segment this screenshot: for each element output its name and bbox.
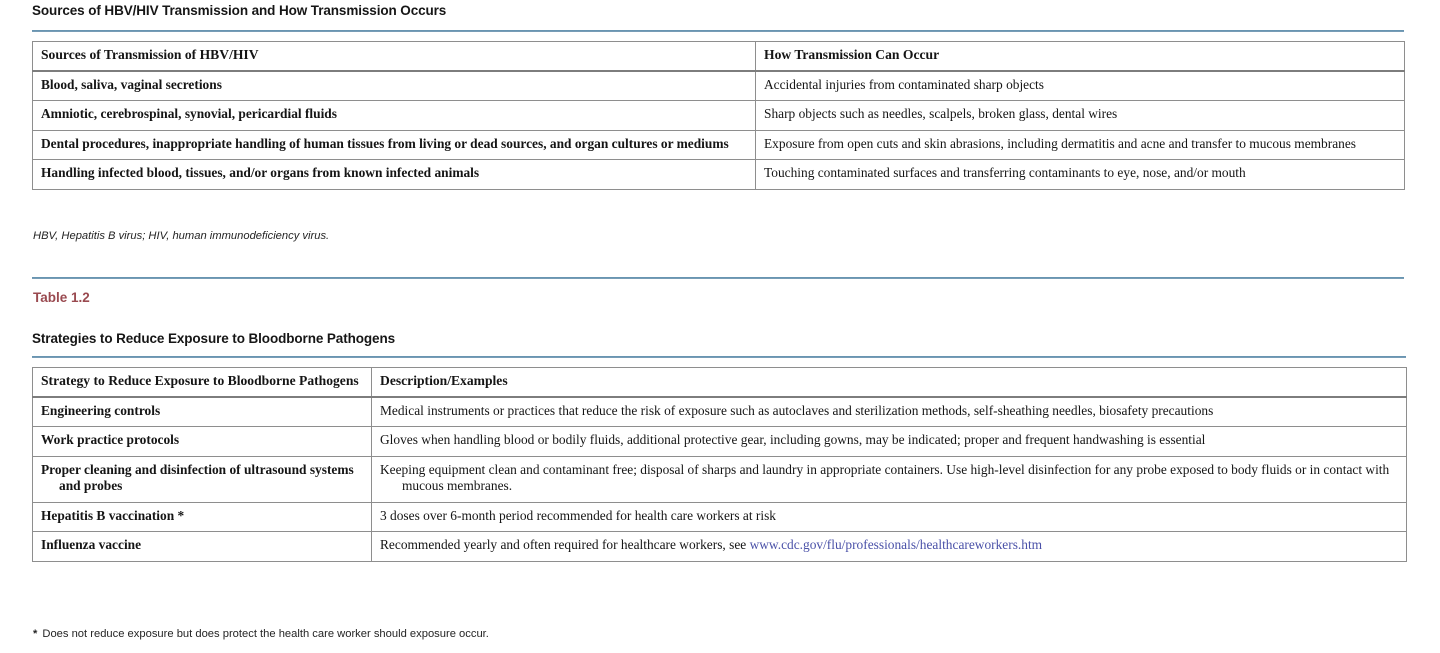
cell-strategy-text: Work practice protocols: [41, 432, 180, 448]
cdc-url-link[interactable]: www.cdc.gov/flu/professionals/healthcareworkers.htm: [749, 537, 1043, 553]
table-header-row: [33, 42, 1405, 71]
cell-source: [33, 101, 756, 130]
cell-strategy: [33, 397, 372, 427]
column-header-strategy: Strategy to Reduce Exposure to Bloodborne Pathogens: [33, 368, 372, 397]
cell-occurrence-text: Accidental injuries from contaminated sharp objects: [764, 76, 1044, 92]
table-number-label: Table 1.2: [33, 290, 90, 305]
table-row: [33, 71, 1405, 101]
cell-source: [33, 160, 756, 189]
cell-source-text: Blood, saliva, vaginal secretions: [41, 76, 222, 92]
cell-description: [372, 427, 1407, 456]
cell-description: [372, 532, 1407, 561]
cell-occurrence-text: Sharp objects such as needles, scalpels, broken glass, dental wires: [764, 106, 1118, 122]
cell-occurrence-text: Exposure from open cuts and skin abrasions, including dermatitis and acne and transfer to mucous membranes: [764, 135, 1357, 151]
table-header-row: [33, 368, 1407, 397]
cell-strategy-text: Engineering controls: [41, 402, 161, 418]
table-row: [33, 427, 1407, 456]
section-2-footnote: [33, 628, 489, 640]
footnote-text: Does not reduce exposure but does protect the health care worker should exposure occur.: [42, 628, 489, 640]
cell-source-text: Amniotic, cerebrospinal, synovial, pericardial fluids: [41, 106, 337, 122]
cell-strategy-text: Influenza vaccine: [41, 537, 142, 553]
cell-occurrence: [756, 71, 1405, 101]
cell-source-text: Handling infected blood, tissues, and/or organs from known infected animals: [41, 165, 480, 181]
table-row: [33, 101, 1405, 130]
section-1-heading: Sources of HBV/HIV Transmission and How Transmission Occurs: [32, 3, 447, 18]
cell-strategy: [33, 456, 372, 502]
footnote-marker: *: [33, 628, 38, 640]
cell-description: [372, 456, 1407, 502]
cell-description-text: 3 doses over 6-month period recommended for health care workers at risk: [380, 507, 777, 523]
cell-source-text: Dental procedures, inappropriate handling of human tissues from living or dead sources, and organ cultures or mediums: [41, 135, 729, 151]
cell-description-text: Medical instruments or practices that reduce the risk of exposure such as autoclaves and sterilization methods, self-sheathing needles, biosafety precautions: [380, 402, 1214, 418]
section-2-rule: [32, 356, 1406, 358]
table-row: [33, 456, 1407, 502]
cell-occurrence: [756, 130, 1405, 159]
transmission-table: [32, 41, 1405, 190]
cell-strategy: [33, 427, 372, 456]
cell-strategy-text: Proper cleaning and disinfection of ultrasound systems and probes: [41, 461, 354, 494]
cell-description-prefix: Recommended yearly and often required for healthcare workers, see: [380, 537, 750, 553]
section-1-footnote: HBV, Hepatitis B virus; HIV, human immunodeficiency virus.: [33, 230, 330, 242]
table-row: [33, 502, 1407, 531]
column-header-description: Description/Examples: [372, 368, 1407, 397]
cell-occurrence-text: Touching contaminated surfaces and transferring contaminants to eye, nose, and/or mouth: [764, 165, 1246, 181]
table-row: [33, 160, 1405, 189]
strategies-table: [32, 367, 1407, 562]
cell-description-text: Gloves when handling blood or bodily fluids, additional protective gear, including gowns, may be indicated; proper and frequent handwashing is essential: [380, 432, 1206, 448]
table-row: [33, 130, 1405, 159]
section-1-rule: [32, 30, 1404, 32]
column-header-occurrence: How Transmission Can Occur: [756, 42, 1405, 71]
table-row: [33, 532, 1407, 561]
cell-occurrence: [756, 160, 1405, 189]
cell-occurrence: [756, 101, 1405, 130]
cell-strategy-text: Hepatitis B vaccination *: [41, 507, 185, 523]
cell-source: [33, 71, 756, 101]
column-header-sources: Sources of Transmission of HBV/HIV: [33, 42, 756, 71]
cell-strategy: [33, 502, 372, 531]
cell-description: [372, 397, 1407, 427]
table-row: [33, 397, 1407, 427]
cell-description: [372, 502, 1407, 531]
cell-description-text-wrap: [380, 537, 1398, 553]
cell-source: [33, 130, 756, 159]
cell-strategy: [33, 532, 372, 561]
section-2-heading: Strategies to Reduce Exposure to Bloodborne Pathogens: [32, 331, 396, 346]
cell-description-text: Keeping equipment clean and contaminant free; disposal of sharps and laundry in appropriate containers. Use high-level disinfection for any probe exposed to body fluids or in contact with mucous membranes.: [380, 461, 1390, 494]
section-2-top-rule: [32, 277, 1404, 279]
